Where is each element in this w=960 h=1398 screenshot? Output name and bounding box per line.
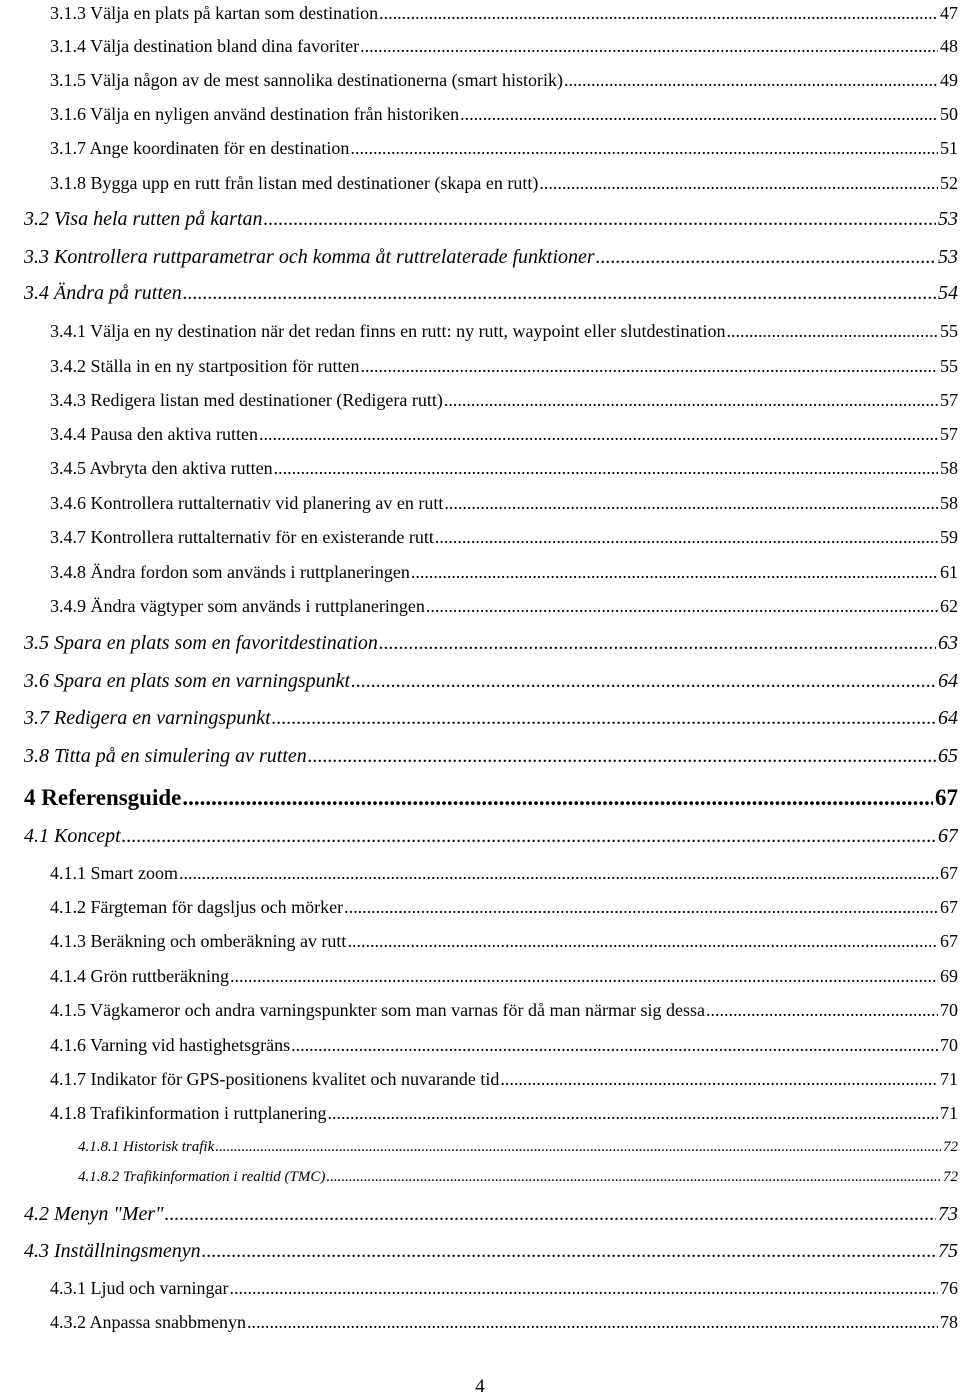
toc-entry-page-number: 51: [940, 138, 958, 158]
toc-leader-dots: [259, 422, 938, 446]
toc-entry-page-number: 62: [940, 596, 958, 616]
toc-entry-title: 3.4 Ändra på rutten: [24, 282, 182, 304]
toc-entry-page-number: 70: [940, 1000, 958, 1020]
toc-leader-dots: [183, 280, 936, 306]
toc-entry-page-number: 67: [938, 825, 958, 847]
toc-entry-level-1[interactable]: [24, 783, 958, 813]
toc-entry-page-number: 57: [940, 424, 958, 444]
toc-entry-page-number: 53: [938, 246, 958, 268]
toc-entry-level-3[interactable]: [50, 895, 958, 919]
toc-leader-dots: [327, 1101, 938, 1125]
toc-entry-level-2[interactable]: [24, 630, 958, 656]
toc-entry-page-number: 71: [940, 1103, 958, 1123]
toc-leader-dots: [360, 354, 938, 378]
toc-leader-dots: [435, 525, 938, 549]
toc-entry-level-3[interactable]: [50, 1033, 958, 1057]
toc-leader-dots: [379, 630, 936, 656]
toc-entry-level-2[interactable]: [24, 1238, 958, 1264]
toc-entry-title: 4.3.1 Ljud och varningar: [50, 1278, 229, 1298]
toc-entry-page-number: 75: [938, 1240, 958, 1262]
toc-entry-page-number: 70: [940, 1035, 958, 1055]
toc-leader-dots: [215, 1137, 941, 1157]
toc-entry-level-2[interactable]: [24, 823, 958, 849]
toc-entry-title: 3.1.7 Ange koordinaten för en destination: [50, 138, 350, 158]
toc-entry-page-number: 64: [938, 707, 958, 729]
toc-entry-page-number: 49: [940, 70, 958, 90]
toc-leader-dots: [350, 136, 938, 160]
toc-leader-dots: [426, 594, 938, 618]
toc-entry-level-3[interactable]: [50, 422, 958, 446]
toc-entry-title: 4.1.8 Trafikinformation i ruttplanering: [50, 1103, 327, 1123]
toc-entry-level-3[interactable]: [50, 525, 958, 549]
toc-entry-page-number: 71: [940, 1069, 958, 1089]
toc-entry-title: 3.4.4 Pausa den aktiva rutten: [50, 424, 258, 444]
toc-entry-page-number: 67: [935, 785, 958, 810]
toc-leader-dots: [272, 705, 936, 731]
toc-entry-level-3[interactable]: [50, 861, 958, 885]
toc-leader-dots: [291, 1033, 938, 1057]
toc-entry-page-number: 78: [940, 1312, 958, 1332]
toc-entry-level-3[interactable]: [50, 136, 958, 160]
toc-leader-dots: [344, 895, 938, 919]
toc-leader-dots: [179, 861, 938, 885]
toc-entry-title: 3.1.6 Välja en nyligen använd destination från historiken: [50, 104, 460, 124]
toc-entry-level-2[interactable]: [24, 705, 958, 731]
toc-entry-title: 4.2 Menyn "Mer": [24, 1203, 164, 1225]
toc-leader-dots: [596, 244, 936, 270]
toc-entry-page-number: 67: [940, 931, 958, 951]
toc-entry-page-number: 55: [940, 321, 958, 341]
toc-entry-title: 3.1.5 Välja någon av de mest sannolika destinationerna (smart historik): [50, 70, 564, 90]
toc-entry-title: 3.4.2 Ställa in en ny startposition för rutten: [50, 356, 360, 376]
toc-entry-level-3[interactable]: [50, 491, 958, 515]
toc-leader-dots: [264, 206, 937, 232]
toc-entry-level-3[interactable]: [50, 1, 958, 25]
toc-entry-page-number: 59: [940, 527, 958, 547]
toc-entry-title: 4.1.3 Beräkning och omberäkning av rutt: [50, 931, 347, 951]
toc-entry-title: 4.1.8.2 Trafikinformation i realtid (TMC): [78, 1169, 326, 1185]
toc-entry-page-number: 63: [938, 632, 958, 654]
toc-entry-page-number: 50: [940, 104, 958, 124]
toc-entry-page-number: 76: [940, 1278, 958, 1298]
toc-leader-dots: [308, 743, 936, 769]
toc-leader-dots: [500, 1067, 938, 1091]
toc-entry-level-2[interactable]: [24, 280, 958, 306]
toc-entry-title: 3.4.6 Kontrollera ruttalternativ vid planering av en rutt: [50, 493, 444, 513]
toc-leader-dots: [122, 823, 936, 849]
toc-leader-dots: [202, 1238, 936, 1264]
toc-entry-page-number: 67: [940, 897, 958, 917]
toc-entry-level-3[interactable]: [50, 171, 958, 195]
toc-entry-title: 3.1.8 Bygga upp en rutt från listan med destinationer (skapa en rutt): [50, 173, 539, 193]
toc-entry-title: 3.4.1 Välja en ny destination när det redan finns en rutt: ny rutt, waypoint eller slutdestination: [50, 321, 726, 341]
toc-entry-title: 3.4.7 Kontrollera ruttalternativ för en existerande rutt: [50, 527, 434, 547]
toc-entry-title: 4.3.2 Anpassa snabbmenyn: [50, 1312, 246, 1332]
toc-leader-dots: [444, 388, 938, 412]
page-number: 4: [475, 1376, 485, 1397]
toc-entry-title: 3.1.3 Välja en plats på kartan som destination: [50, 3, 379, 23]
toc-entry-title: 3.3 Kontrollera ruttparametrar och komma åt ruttrelaterade funktioner: [24, 246, 595, 268]
toc-entry-page-number: 52: [940, 173, 958, 193]
toc-entry-title: 3.6 Spara en plats som en varningspunkt: [24, 670, 351, 692]
toc-entry-page-number: 73: [938, 1203, 958, 1225]
toc-entry-level-3[interactable]: [50, 354, 958, 378]
toc-leader-dots: [460, 102, 938, 126]
toc-entry-page-number: 54: [938, 282, 958, 304]
toc-entry-level-2[interactable]: [24, 668, 958, 694]
toc-leader-dots: [706, 998, 938, 1022]
toc-entry-level-3[interactable]: [50, 560, 958, 584]
toc-leader-dots: [347, 929, 938, 953]
toc-leader-dots: [444, 491, 938, 515]
toc-entry-page-number: 55: [940, 356, 958, 376]
toc-entry-title: 4.3 Inställningsmenyn: [24, 1240, 201, 1262]
toc-entry-page-number: 72: [943, 1169, 958, 1185]
toc-leader-dots: [360, 34, 938, 58]
toc-entry-title: 3.8 Titta på en simulering av rutten: [24, 745, 307, 767]
toc-entry-title: 3.4.5 Avbryta den aktiva rutten: [50, 458, 273, 478]
toc-entry-title: 4.1.2 Färgteman för dagsljus och mörker: [50, 897, 344, 917]
toc-entry-title: 3.1.4 Välja destination bland dina favoriter: [50, 36, 360, 56]
toc-entry-title: 4.1 Koncept: [24, 825, 121, 847]
toc-leader-dots: [182, 783, 933, 813]
toc-entry-page-number: 57: [940, 390, 958, 410]
toc-leader-dots: [247, 1310, 938, 1334]
toc-entry-page-number: 48: [940, 36, 958, 56]
toc-leader-dots: [727, 319, 938, 343]
toc-leader-dots: [326, 1167, 941, 1187]
toc-entry-level-3[interactable]: [50, 319, 958, 343]
toc-entry-level-3[interactable]: [50, 1276, 958, 1300]
toc-entry-level-3[interactable]: [50, 102, 958, 126]
toc-entry-title: 4.1.7 Indikator för GPS-positionens kvalitet och nuvarande tid: [50, 1069, 500, 1089]
toc-entry-title: 3.4.8 Ändra fordon som används i ruttplaneringen: [50, 562, 410, 582]
toc-entry-title: 3.7 Redigera en varningspunkt: [24, 707, 271, 729]
toc-entry-title: 4.1.8.1 Historisk trafik: [78, 1139, 215, 1155]
toc-entry-page-number: 65: [938, 745, 958, 767]
toc-entry-title: 3.5 Spara en plats som en favoritdestination: [24, 632, 378, 654]
toc-entry-level-2[interactable]: [24, 206, 958, 232]
toc-entry-level-3[interactable]: [50, 456, 958, 480]
toc-leader-dots: [411, 560, 938, 584]
toc-leader-dots: [230, 964, 938, 988]
toc-entry-page-number: 53: [938, 208, 958, 230]
toc-entry-level-3[interactable]: [50, 1101, 958, 1125]
toc-entry-level-3[interactable]: [50, 1067, 958, 1091]
toc-entry-title: 4.1.6 Varning vid hastighetsgräns: [50, 1035, 291, 1055]
toc-leader-dots: [351, 668, 936, 694]
toc-entry-level-2[interactable]: [24, 244, 958, 270]
toc-leader-dots: [379, 1, 938, 25]
toc-entry-level-3[interactable]: [50, 929, 958, 953]
toc-entry-title: 3.4.9 Ändra vägtyper som används i ruttplaneringen: [50, 596, 425, 616]
toc-entry-level-2[interactable]: [24, 743, 958, 769]
toc-leader-dots: [564, 68, 938, 92]
toc-leader-dots: [165, 1201, 936, 1227]
toc-entry-title: 4 Referensguide: [24, 785, 182, 810]
toc-entry-page-number: 64: [938, 670, 958, 692]
toc-entry-level-3[interactable]: [50, 594, 958, 618]
toc-entry-level-3[interactable]: [50, 34, 958, 58]
toc-entry-level-4[interactable]: [78, 1167, 958, 1187]
toc-entry-title: 4.1.4 Grön ruttberäkning: [50, 966, 229, 986]
toc-entry-page-number: 58: [940, 458, 958, 478]
toc-entry-level-3[interactable]: [50, 964, 958, 988]
toc-entry-page-number: 58: [940, 493, 958, 513]
toc-entry-title: 4.1.5 Vägkameror och andra varningspunkter som man varnas för då man närmar sig dessa: [50, 1000, 705, 1020]
toc-entry-title: 3.4.3 Redigera listan med destinationer (Redigera rutt): [50, 390, 443, 410]
toc-entry-level-3[interactable]: [50, 388, 958, 412]
toc-entry-level-2[interactable]: [24, 1201, 958, 1227]
toc-entry-page-number: 72: [943, 1139, 958, 1155]
toc-entry-level-4[interactable]: [78, 1137, 958, 1157]
toc-entry-level-3[interactable]: [50, 998, 958, 1022]
toc-entry-page-number: 47: [940, 3, 958, 23]
toc-leader-dots: [539, 171, 938, 195]
toc-entry-title: 3.2 Visa hela rutten på kartan: [24, 208, 263, 230]
toc-entry-page-number: 61: [940, 562, 958, 582]
toc-entry-level-3[interactable]: [50, 68, 958, 92]
toc-leader-dots: [229, 1276, 938, 1300]
toc-entry-page-number: 69: [940, 966, 958, 986]
toc-leader-dots: [274, 456, 938, 480]
toc-entry-level-3[interactable]: [50, 1310, 958, 1334]
toc-entry-page-number: 67: [940, 863, 958, 883]
toc-entry-title: 4.1.1 Smart zoom: [50, 863, 178, 883]
